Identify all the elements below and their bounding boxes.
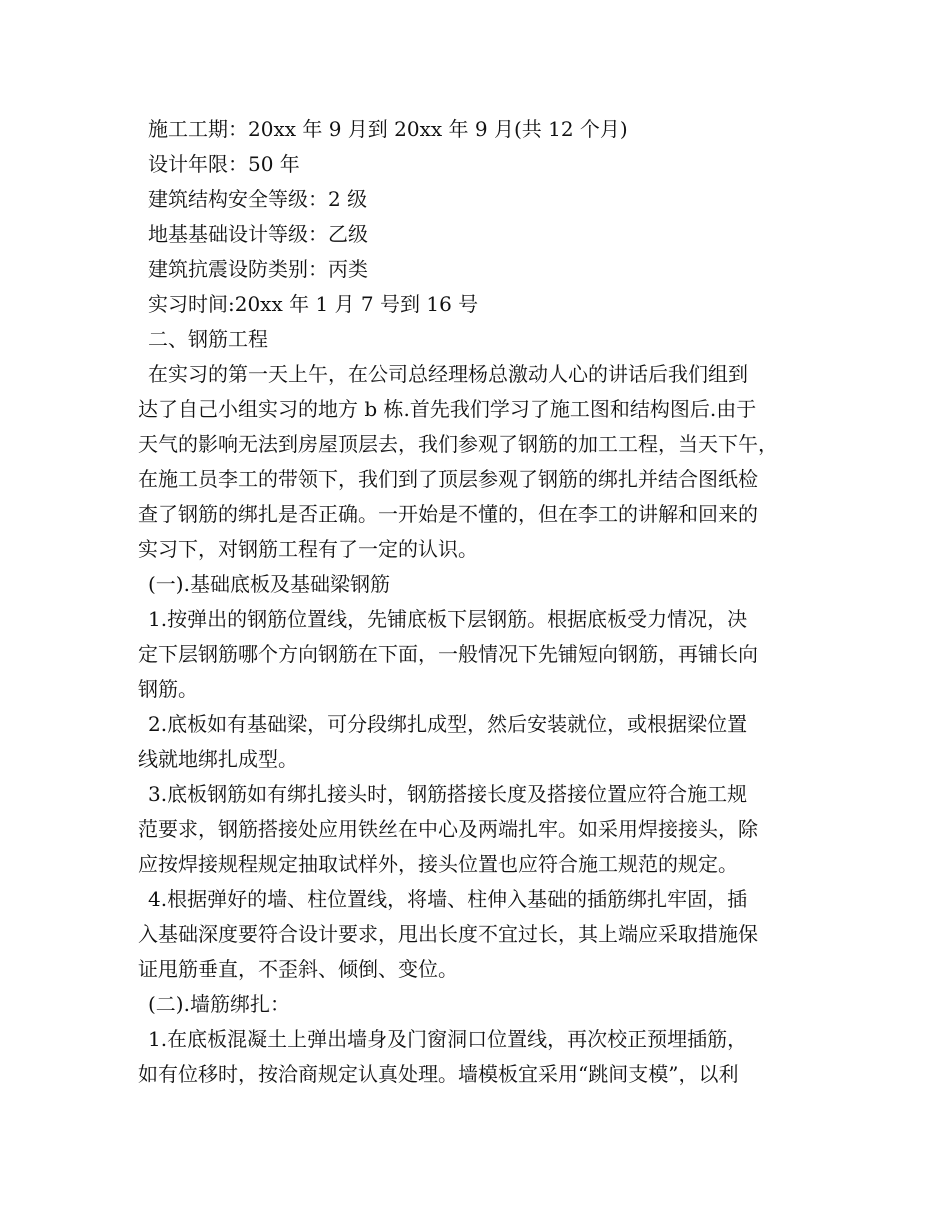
paragraph-line: 达了自己小组实习的地方 b 栋.首先我们学习了施工图和结构图后.由于 xyxy=(138,397,757,421)
text-line: 设计年限：50 年 xyxy=(148,152,300,176)
paragraph-line: 如有位移时，按洽商规定认真处理。墙模板宜采用“跳间支模”，以利 xyxy=(138,1062,739,1086)
subsection-heading: (一).基础底板及基础梁钢筋 xyxy=(148,572,390,596)
paragraph-line: 在实习的第一天上午，在公司总经理杨总激动人心的讲话后我们组到 xyxy=(148,362,748,386)
paragraph-line: 3.底板钢筋如有绑扎接头时，钢筋搭接长度及搭接位置应符合施工规 xyxy=(148,782,748,806)
paragraph-line: 线就地绑扎成型。 xyxy=(138,747,298,771)
paragraph-line: 1.在底板混凝土上弹出墙身及门窗洞口位置线，再次校正预埋插筋， xyxy=(148,1027,748,1051)
document-body xyxy=(138,112,818,1092)
paragraph-line: 在施工员李工的带领下，我们到了顶层参观了钢筋的绑扎并结合图纸检 xyxy=(138,467,758,491)
paragraph-line: 定下层钢筋哪个方向钢筋在下面，一般情况下先铺短向钢筋，再铺长向 xyxy=(138,642,758,666)
paragraph-line: 4.根据弹好的墙、柱位置线，将墙、柱伸入基础的插筋绑扎牢固，插 xyxy=(148,887,748,911)
text-line: 施工工期：20xx 年 9 月到 20xx 年 9 月(共 12 个月) xyxy=(148,117,628,141)
text-line: 实习时间:20xx 年 1 月 7 号到 16 号 xyxy=(148,292,479,316)
text-line: 建筑抗震设防类别：丙类 xyxy=(148,257,368,281)
paragraph-line: 2.底板如有基础梁，可分段绑扎成型，然后安装就位，或根据梁位置 xyxy=(148,712,748,736)
paragraph-line: 查了钢筋的绑扎是否正确。一开始是不懂的，但在李工的讲解和回来的 xyxy=(138,502,758,526)
paragraph-line: 证甩筋垂直，不歪斜、倾倒、变位。 xyxy=(138,957,458,981)
paragraph-line: 范要求，钢筋搭接处应用铁丝在中心及两端扎牢。如采用焊接接头，除 xyxy=(138,817,758,841)
paragraph-line: 1.按弹出的钢筋位置线，先铺底板下层钢筋。根据底板受力情况，决 xyxy=(148,607,748,631)
subsection-heading: (二).墙筋绑扎： xyxy=(148,992,290,1016)
text-line: 建筑结构安全等级：2 级 xyxy=(148,187,368,211)
section-heading: 二、钢筋工程 xyxy=(148,327,268,351)
paragraph-line: 实习下，对钢筋工程有了一定的认识。 xyxy=(138,537,478,561)
paragraph-line: 应按焊接规程规定抽取试样外，接头位置也应符合施工规范的规定。 xyxy=(138,852,738,876)
paragraph-line: 天气的影响无法到房屋顶层去，我们参观了钢筋的加工工程，当天下午， xyxy=(138,432,778,456)
text-line: 地基基础设计等级：乙级 xyxy=(148,222,368,246)
paragraph-line: 入基础深度要符合设计要求，甩出长度不宜过长，其上端应采取措施保 xyxy=(138,922,758,946)
paragraph-line: 钢筋。 xyxy=(138,677,198,701)
